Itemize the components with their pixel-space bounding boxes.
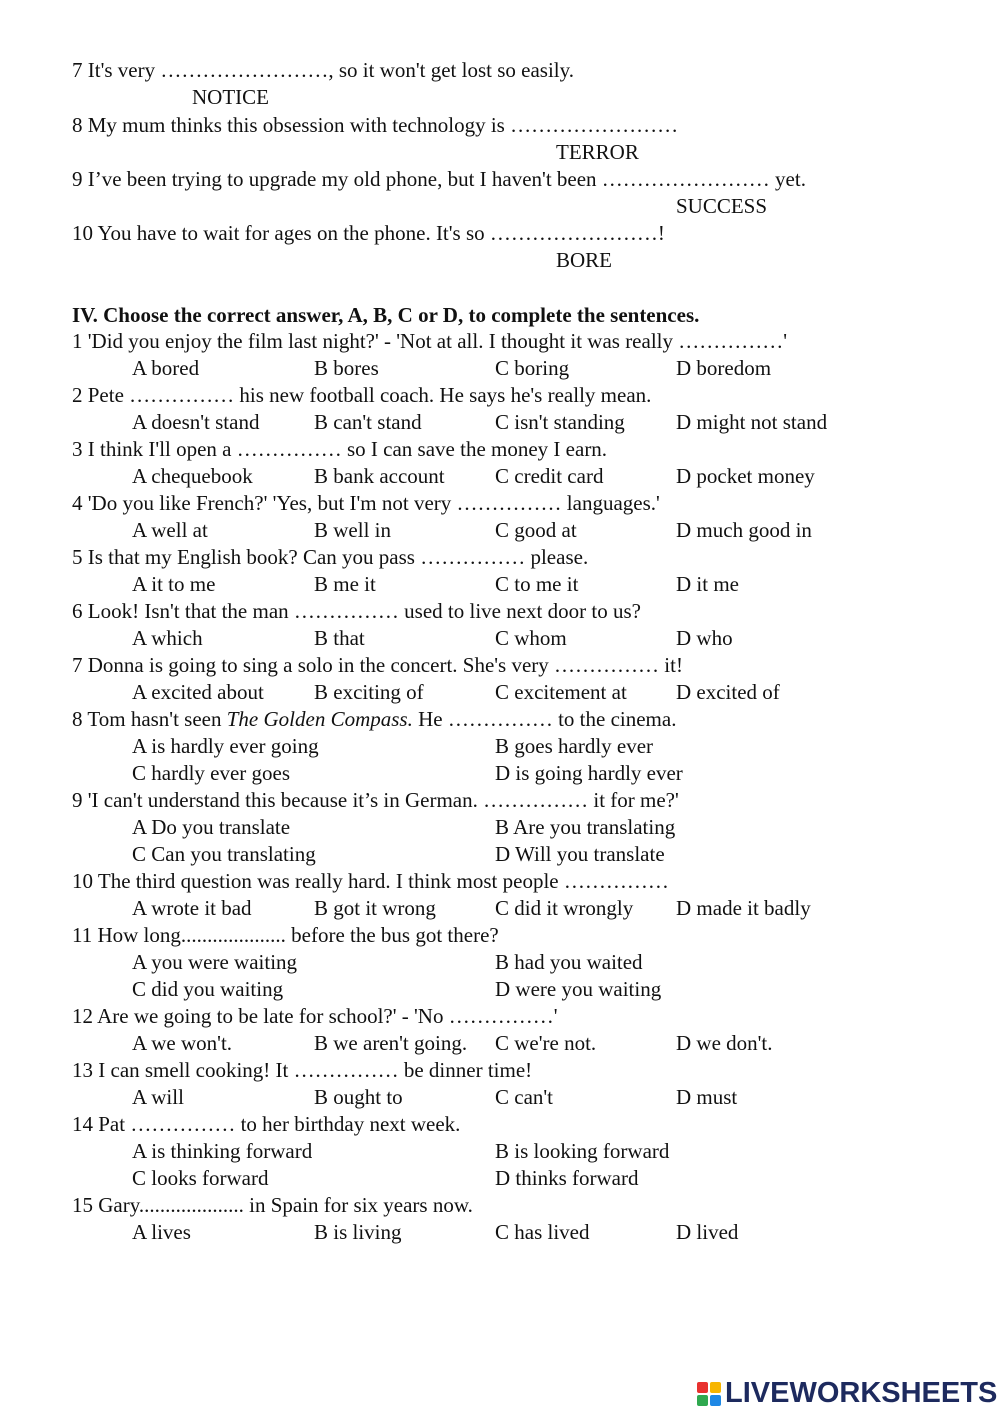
question-14-text: 14 Pat …………… to her birthday next week. [72, 1112, 461, 1136]
q3-10-root-word: BORE [556, 248, 613, 272]
question-11-option-d[interactable]: D were you waiting [495, 977, 662, 1001]
question-12-option-b[interactable]: B we aren't going. [314, 1031, 468, 1055]
option-row [0, 1084, 1000, 1111]
option-row [0, 814, 1000, 841]
question-3-option-a[interactable]: A chequebook [132, 464, 253, 488]
option-row [0, 571, 1000, 598]
option-row [0, 841, 1000, 868]
question-2-option-d[interactable]: D might not stand [676, 410, 828, 434]
question-14-option-b[interactable]: B is looking forward [495, 1139, 670, 1163]
option-row [0, 679, 1000, 706]
option-row [0, 409, 1000, 436]
question-7-option-b[interactable]: B exciting of [314, 680, 424, 704]
question-11-text: 11 How long.................... before the bus got there? [72, 923, 499, 947]
question-13-option-d[interactable]: D must [676, 1085, 738, 1109]
question-2-text: 2 Pete …………… his new football coach. He says he's really mean. [72, 383, 652, 407]
question-9-option-c[interactable]: C Can you translating [132, 842, 316, 866]
question-5-option-d[interactable]: D it me [676, 572, 739, 596]
question-5-text: 5 Is that my English book? Can you pass …………… please. [72, 545, 589, 569]
question-11-option-a[interactable]: A you were waiting [132, 950, 298, 974]
question-7-option-d[interactable]: D excited of [676, 680, 780, 704]
question-5-option-b[interactable]: B me it [314, 572, 376, 596]
question-8-option-b[interactable]: B goes hardly ever [495, 734, 654, 758]
q3-8-text: 8 My mum thinks this obsession with technology is …………………… [72, 113, 679, 137]
question-10-text: 10 The third question was really hard. I think most people …………… [72, 869, 669, 893]
question-15-option-b[interactable]: B is living [314, 1220, 402, 1244]
question-9-option-d[interactable]: D Will you translate [495, 842, 665, 866]
question-13-option-c[interactable]: C can't [495, 1085, 554, 1109]
q3-8-root-word: TERROR [556, 140, 639, 164]
question-13-text: 13 I can smell cooking! It …………… be dinner time! [72, 1058, 533, 1082]
question-3-text: 3 I think I'll open a …………… so I can save the money I earn. [72, 437, 608, 461]
question-11-option-c[interactable]: C did you waiting [132, 977, 284, 1001]
question-3-option-b[interactable]: B bank account [314, 464, 445, 488]
option-row [0, 976, 1000, 1003]
question-4-option-b[interactable]: B well in [314, 518, 391, 542]
question-8-option-a[interactable]: A is hardly ever going [132, 734, 319, 758]
q3-7-root-word: NOTICE [192, 85, 269, 109]
option-row [0, 733, 1000, 760]
question-10-option-b[interactable]: B got it wrong [314, 896, 436, 920]
option-row [0, 1138, 1000, 1165]
question-15-option-a[interactable]: A lives [132, 1220, 191, 1244]
question-7-option-a[interactable]: A excited about [132, 680, 264, 704]
q3-7-text: 7 It's very ……………………, so it won't get lost so easily. [72, 58, 575, 82]
question-10-option-a[interactable]: A wrote it bad [132, 896, 252, 920]
question-12-option-d[interactable]: D we don't. [676, 1031, 773, 1055]
q3-10-text: 10 You have to wait for ages on the phone. It's so ……………………! [72, 221, 665, 245]
question-14-option-a[interactable]: A is thinking forward [132, 1139, 313, 1163]
section-iv-heading: IV. Choose the correct answer, A, B, C or D, to complete the sentences. [72, 303, 700, 327]
question-2-option-b[interactable]: B can't stand [314, 410, 422, 434]
question-8-option-c[interactable]: C hardly ever goes [132, 761, 291, 785]
option-row [0, 1219, 1000, 1246]
option-row [0, 625, 1000, 652]
question-12-option-a[interactable]: A we won't. [132, 1031, 233, 1055]
option-row [0, 895, 1000, 922]
option-row [0, 355, 1000, 382]
question-6-option-d[interactable]: D who [676, 626, 733, 650]
question-1-option-d[interactable]: D boredom [676, 356, 772, 380]
question-6-option-c[interactable]: C whom [495, 626, 567, 650]
question-8-text [72, 706, 676, 733]
question-4-option-d[interactable]: D much good in [676, 518, 812, 542]
question-2-option-c[interactable]: C isn't standing [495, 410, 625, 434]
q3-9-text: 9 I’ve been trying to upgrade my old phone, but I haven't been …………………… yet. [72, 167, 806, 191]
question-4-text: 4 'Do you like French?' 'Yes, but I'm not very …………… languages.' [72, 491, 660, 515]
question-7-option-c[interactable]: C excitement at [495, 680, 627, 704]
option-row [0, 760, 1000, 787]
question-6-option-a[interactable]: A which [132, 626, 203, 650]
question-9-text: 9 'I can't understand this because it’s in German. …………… it for me?' [72, 788, 679, 812]
option-row [0, 1165, 1000, 1192]
question-15-text: 15 Gary.................... in Spain for six years now. [72, 1193, 473, 1217]
question-4-option-a[interactable]: A well at [132, 518, 208, 542]
question-12-option-c[interactable]: C we're not. [495, 1031, 597, 1055]
question-text-part: 8 Tom hasn't seen [72, 707, 227, 731]
question-4-option-c[interactable]: C good at [495, 518, 577, 542]
question-13-option-b[interactable]: B ought to [314, 1085, 403, 1109]
question-15-option-c[interactable]: C has lived [495, 1220, 590, 1244]
question-title-italic: The Golden Compass. [226, 707, 413, 731]
question-1-option-c[interactable]: C boring [495, 356, 570, 380]
option-row [0, 463, 1000, 490]
question-10-option-d[interactable]: D made it badly [676, 896, 811, 920]
liveworksheets-logo [697, 1376, 997, 1410]
question-10-option-c[interactable]: C did it wrongly [495, 896, 634, 920]
question-1-option-b[interactable]: B bores [314, 356, 379, 380]
logo-icon [697, 1380, 723, 1406]
question-text-part: He …………… to the cinema. [412, 707, 677, 731]
question-12-text: 12 Are we going to be late for school?' - 'No ……………' [72, 1004, 558, 1028]
question-6-option-b[interactable]: B that [314, 626, 365, 650]
question-3-option-d[interactable]: D pocket money [676, 464, 815, 488]
question-14-option-c[interactable]: C looks forward [132, 1166, 269, 1190]
question-15-option-d[interactable]: D lived [676, 1220, 739, 1244]
question-7-text: 7 Donna is going to sing a solo in the concert. She's very …………… it! [72, 653, 683, 677]
logo-text: LIVEWORKSHEETS [725, 1376, 998, 1409]
question-13-option-a[interactable]: A will [132, 1085, 184, 1109]
question-5-option-a[interactable]: A it to me [132, 572, 216, 596]
option-row [0, 949, 1000, 976]
question-3-option-c[interactable]: C credit card [495, 464, 604, 488]
question-11-option-b[interactable]: B had you waited [495, 950, 643, 974]
question-2-option-a[interactable]: A doesn't stand [132, 410, 260, 434]
question-6-text: 6 Look! Isn't that the man …………… used to live next door to us? [72, 599, 641, 623]
option-row [0, 517, 1000, 544]
question-9-option-b[interactable]: B Are you translating [495, 815, 676, 839]
question-1-option-a[interactable]: A bored [132, 356, 200, 380]
q3-9-root-word: SUCCESS [676, 194, 768, 218]
question-14-option-d[interactable]: D thinks forward [495, 1166, 639, 1190]
question-1-text: 1 'Did you enjoy the film last night?' - 'Not at all. I thought it was really ……………' [72, 329, 788, 353]
question-9-option-a[interactable]: A Do you translate [132, 815, 291, 839]
question-5-option-c[interactable]: C to me it [495, 572, 579, 596]
option-row [0, 1030, 1000, 1057]
question-8-option-d[interactable]: D is going hardly ever [495, 761, 683, 785]
